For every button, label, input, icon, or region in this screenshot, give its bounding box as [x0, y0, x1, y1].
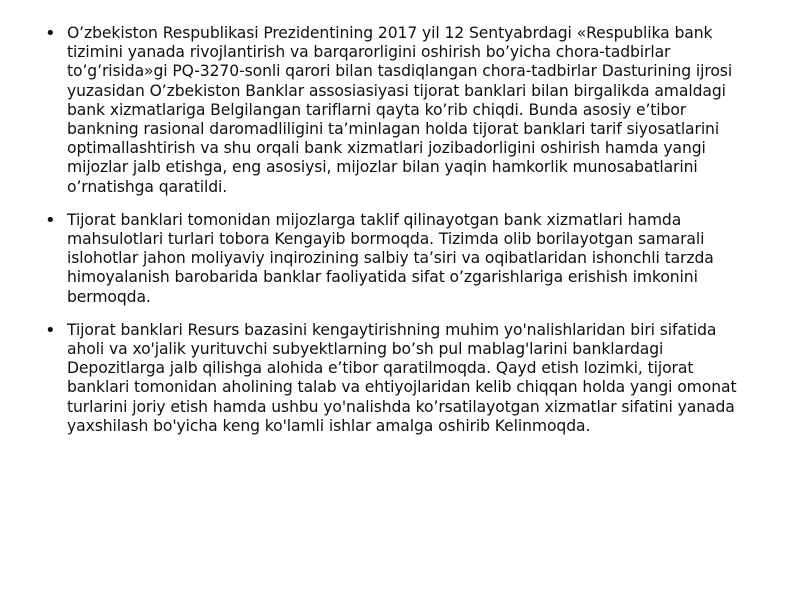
bullet-marker: •: [45, 209, 56, 231]
bullet-marker: •: [45, 319, 56, 341]
bullet-marker: •: [45, 23, 56, 44]
bullet-item: [45, 321, 758, 436]
bullet-item: [45, 24, 758, 197]
bullet-list: [45, 24, 758, 436]
bullet-text: Tijorat banklari Resurs bazasini kengaytirishning muhim yo'nalishlaridan biri sifatida aholi va xo'jalik yurituvchi subyektlarning bo’sh pul mablag'larini banklardagi Depozitlarga jalb qilishga alohida e’tibor qaratilmoqda. Qayd etish lozimki, tijorat banklari tomonidan aholining talab va ehtiyojlaridan kelib chiqqan holda yangi omonat turlarini joriy etish hamda ushbu yo'nalishda ko’rsatilayotgan xizmatlar sifatini yanada yaxshilash bo'yicha keng ko'lamli ishlar amalga oshirib Kelinmoqda.: [67, 320, 737, 435]
bullet-text: Tijorat banklari tomonidan mijozlarga taklif qilinayotgan bank xizmatlari hamda mahsulotlari turlari tobora Kengayib bormoqda. Tizimda olib borilayotgan samarali islohotlar jahon moliyaviy inqirozining salbiy ta’siri va oqibatlaridan ishonchli tarzda himoyalanish barobarida banklar faoliyatida sifat o’zgarishlariga erishish imkonini bermoqda.: [67, 210, 714, 306]
bullet-text: O’zbekiston Respublikasi Prezidentining 2017 yil 12 Sentyabrdagi «Respublika bank tizimini yanada rivojlantirish va barqarorligini oshirish bo’yicha chora-tadbirlar to’g’risida»gi PQ-3270-sonli qarori bilan tasdiqlangan chora-tadbirlar Dasturining ijrosi yuzasidan O’zbekiston Banklar assosiasiyasi tijorat banklari bilan birgalikda amaldagi bank xizmatlariga Belgilangan tariflarni qayta ko’rib chiqdi. Bunda asosiy e’tibor bankning rasional daromadliligini ta’minlagan holda tijorat banklari tarif siyosatlarini optimallashtirish va shu orqali bank xizmatlari jozibadorligini oshirish hamda yangi mijozlar jalb etishga, eng asosiysi, mijozlar bilan yaqin hamkorlik munosabatlarini o’rnatishga qaratildi.: [67, 24, 733, 196]
bullet-item: [45, 211, 758, 307]
